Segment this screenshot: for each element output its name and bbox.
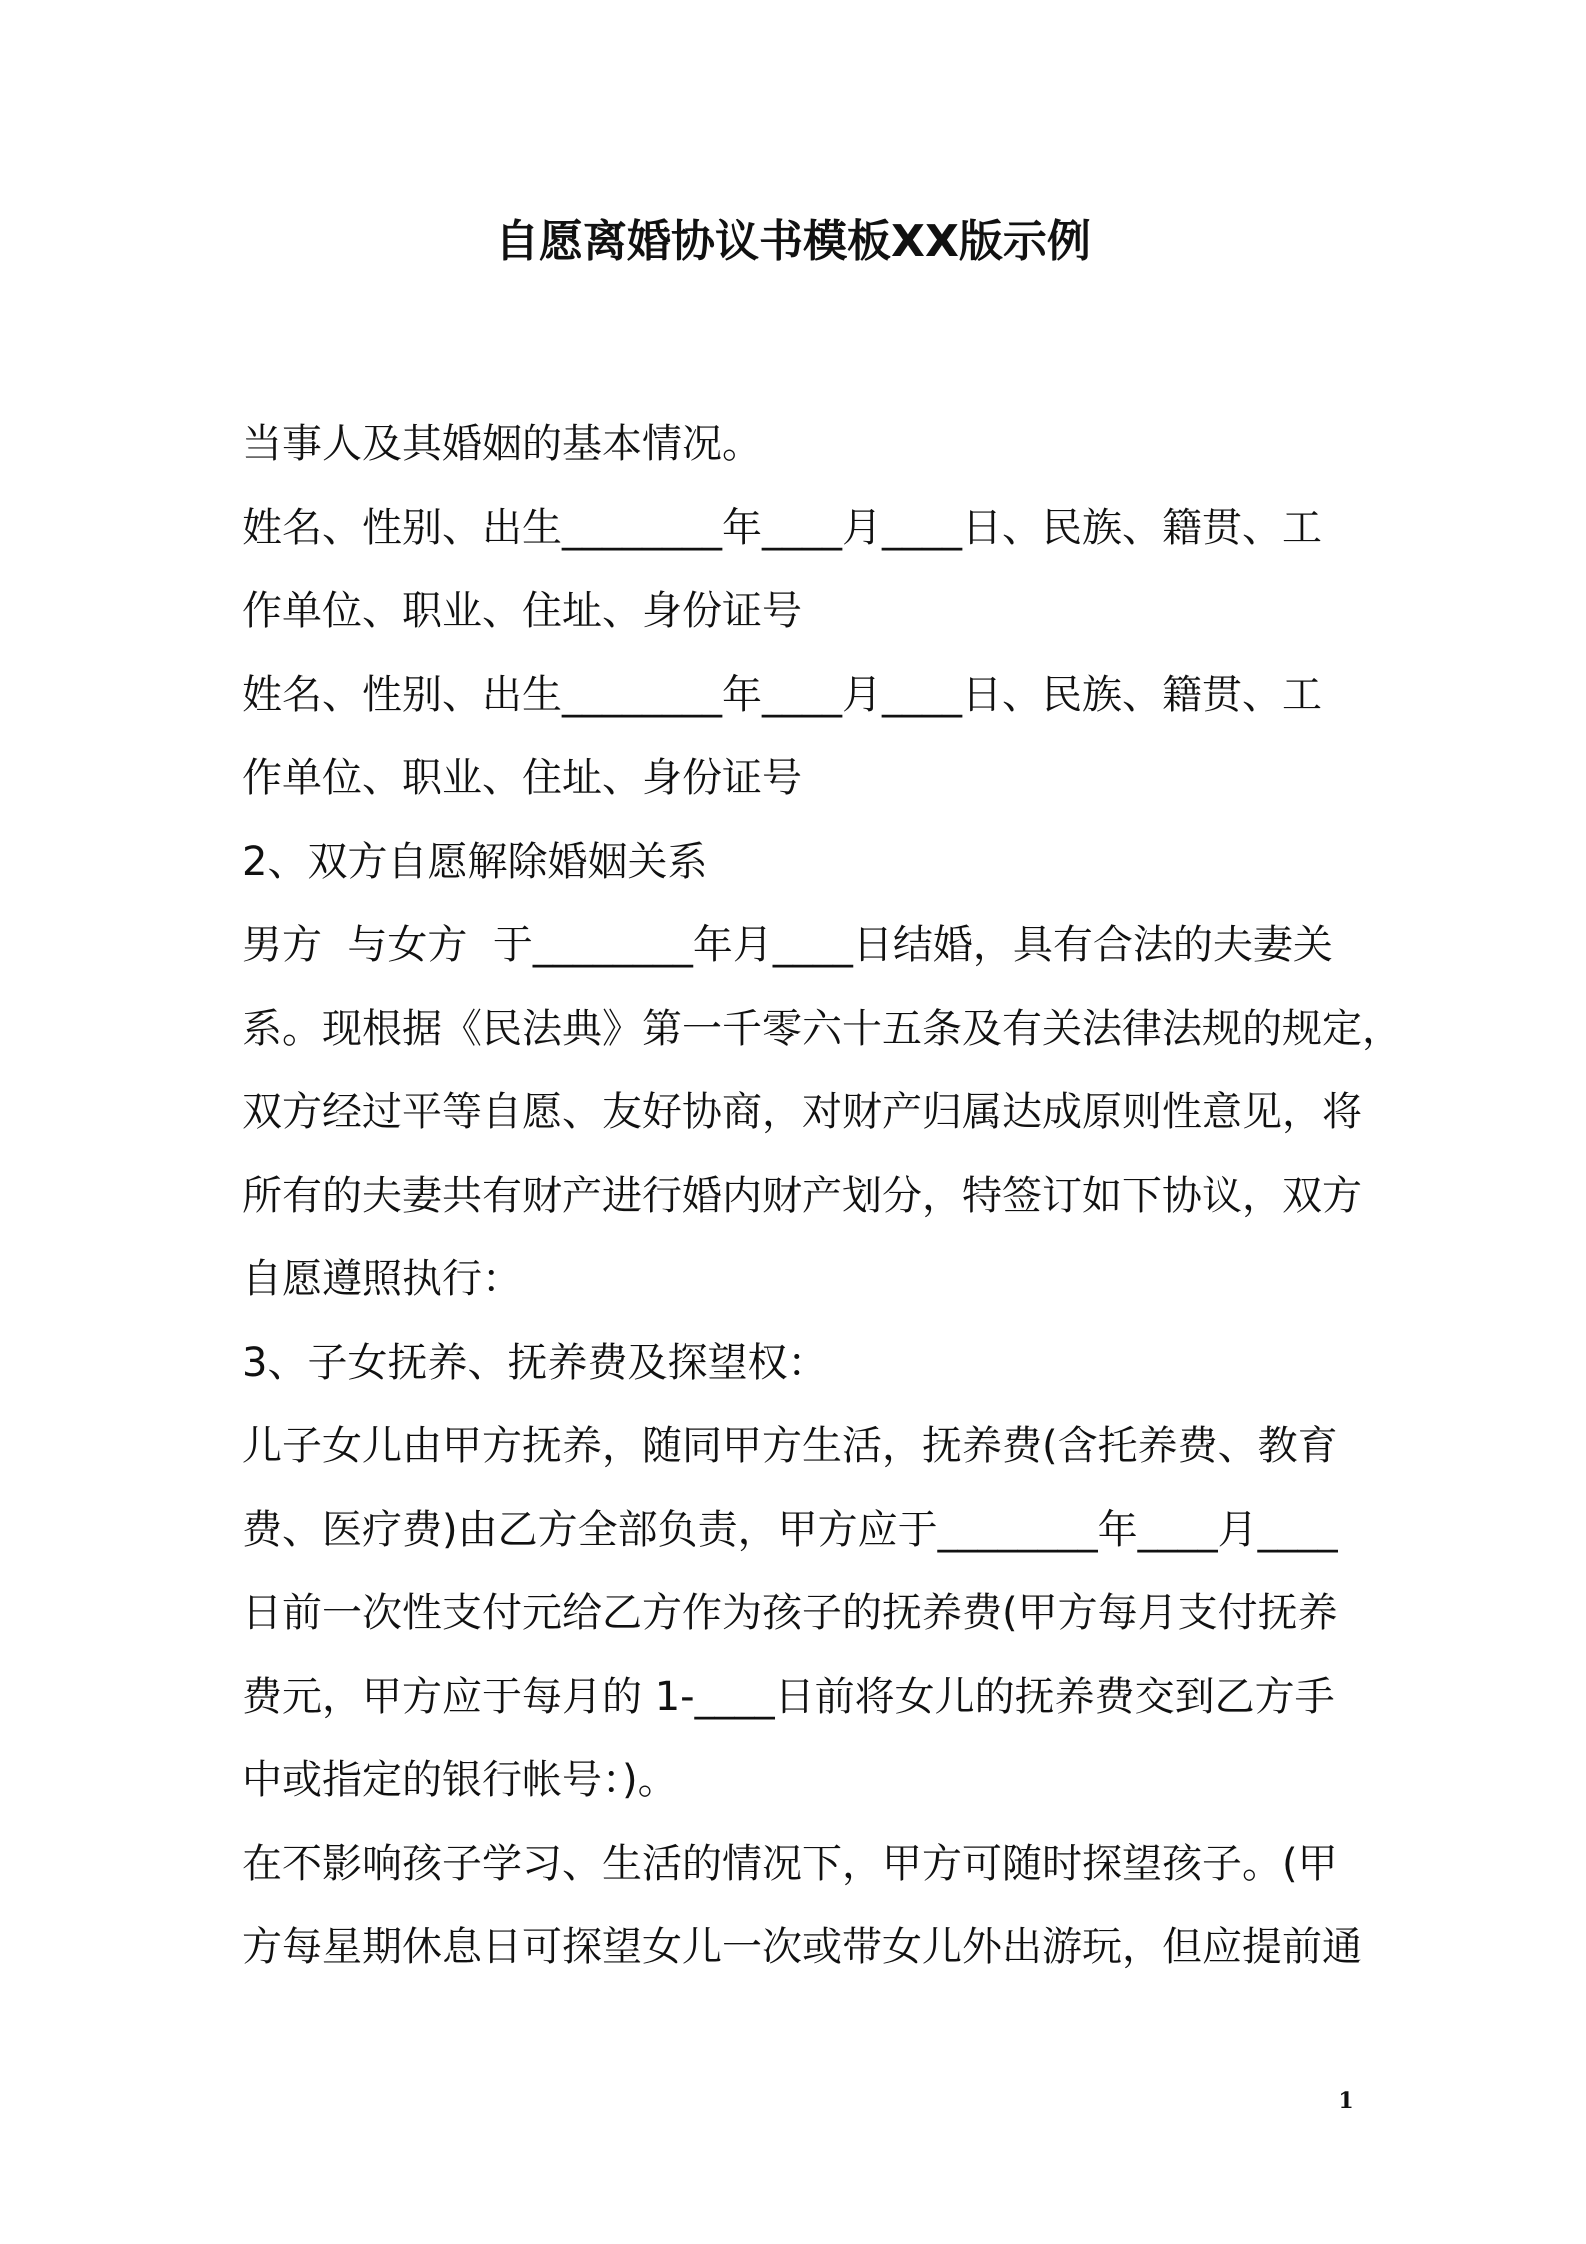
body-line: 方每星期休息日可探望女儿一次或带女儿外出游玩，但应提前通 (242, 1924, 1362, 1970)
document-title: 自愿离婚协议书模板XX版示例 (495, 216, 1091, 267)
body-line: 费元，甲方应于每月的 1-____日前将女儿的抚养费交到乙方手 (242, 1673, 1335, 1720)
body-line: 姓名、性别、出生________年____月____日、民族、籍贯、工 (242, 504, 1322, 551)
body-line: 在不影响孩子学习、生活的情况下，甲方可随时探望孩子。(甲 (242, 1840, 1338, 1887)
body-line: 系。现根据《民法典》第一千零六十五条及有关法律法规的规定， (242, 1005, 1402, 1052)
body-line: 中或指定的银行帐号：)。 (242, 1757, 678, 1803)
document-body (242, 402, 1402, 1989)
body-line: 所有的夫妻共有财产进行婚内财产划分，特签订如下协议，双方 (242, 1172, 1362, 1219)
body-line: 儿子女儿由甲方抚养，随同甲方生活，抚养费(含托养费、教育 (242, 1423, 1338, 1469)
body-line: 日前一次性支付元给乙方作为孩子的抚养费(甲方每月支付抚养 (242, 1590, 1338, 1636)
body-line: 男方 与女方 于________年月____日结婚，具有合法的夫妻关 (242, 922, 1333, 968)
section-heading: 2、双方自愿解除婚姻关系 (242, 838, 708, 885)
body-line: 自愿遵照执行： (242, 1256, 522, 1302)
body-line: 当事人及其婚姻的基本情况。 (242, 421, 762, 467)
body-line: 作单位、职业、住址、身份证号 (242, 588, 802, 634)
page-number: 1 (1338, 2088, 1354, 2114)
body-line: 费、医疗费)由乙方全部负责，甲方应于________年____月____ (242, 1506, 1338, 1553)
section-heading: 3、子女抚养、抚养费及探望权： (242, 1339, 828, 1386)
body-line: 姓名、性别、出生________年____月____日、民族、籍贯、工 (242, 671, 1322, 718)
body-line: 作单位、职业、住址、身份证号 (242, 755, 802, 801)
body-line: 双方经过平等自愿、友好协商，对财产归属达成原则性意见，将 (242, 1089, 1362, 1135)
